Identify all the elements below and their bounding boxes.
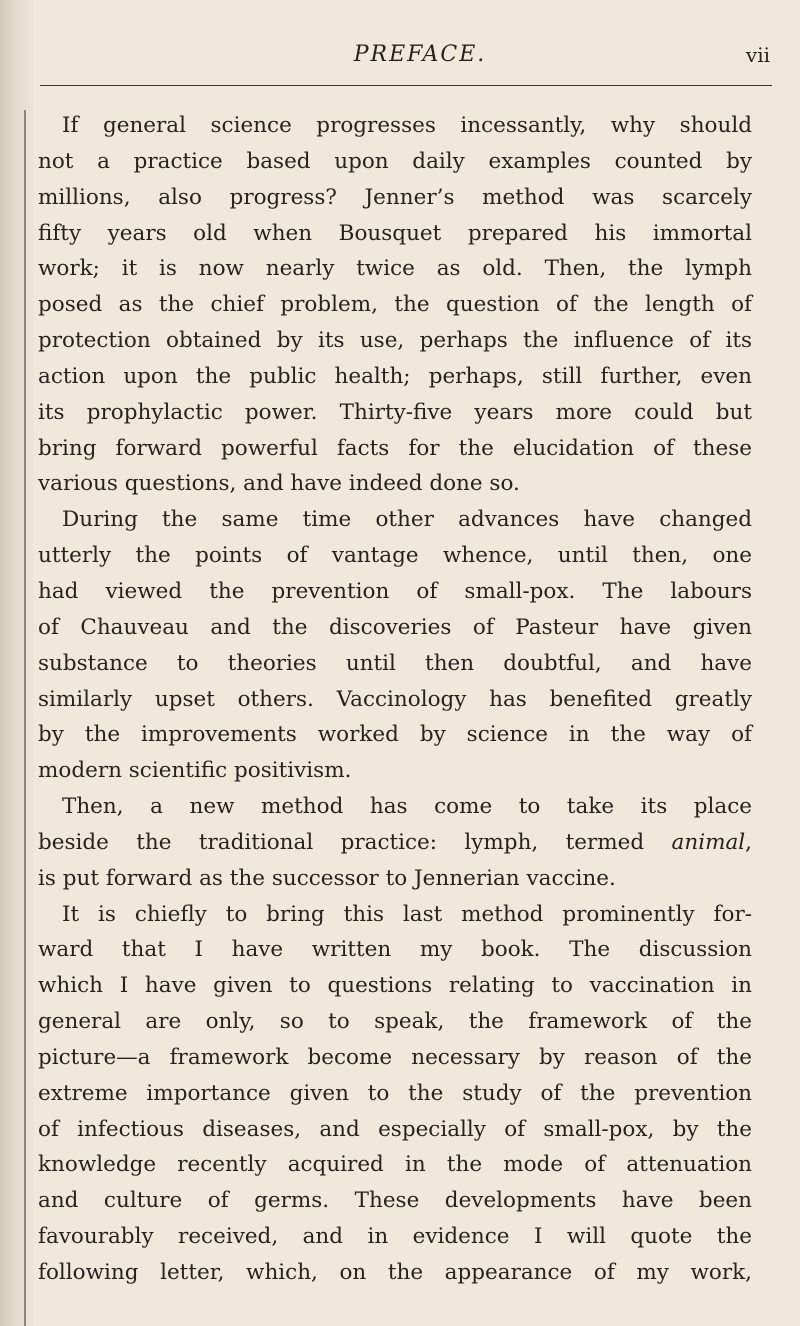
text-line: is put forward as the successor to Jennerian vaccine. <box>38 865 616 891</box>
text-segment: beside the traditional practice: lymph, termed <box>38 829 672 855</box>
header-rule <box>40 85 772 86</box>
binding-edge-line <box>24 110 26 1326</box>
text-line: various questions, and have indeed done so. <box>38 471 520 497</box>
text-line: general are only, so to speak, the framework of the <box>38 1009 752 1035</box>
text-line: bring forward powerful facts for the elucidation of these <box>38 435 752 461</box>
text-line: posed as the chief problem, the question of the length of <box>38 292 752 318</box>
text-line: favourably received, and in evidence I will quote the <box>38 1224 752 1250</box>
text-line: work; it is now nearly twice as old. Then, the lymph <box>38 256 752 282</box>
running-head <box>70 42 770 72</box>
text-line: and culture of germs. These developments have been <box>38 1188 752 1214</box>
text-line: following letter, which, on the appearance of my work, <box>38 1260 752 1285</box>
italic-term: animal <box>671 829 746 855</box>
text-line: similarly upset others. Vaccinology has benefited greatly <box>38 686 752 712</box>
text-line: substance to theories until then doubtful, and have <box>38 650 752 676</box>
text-line: its prophylactic power. Thirty-five years more could but <box>38 399 752 425</box>
text-line: millions, also progress? Jenner’s method was scarcely <box>38 184 752 210</box>
text-line: by the improvements worked by science in the way of <box>38 722 752 748</box>
text-line: ward that I have written my book. The discussion <box>38 937 752 963</box>
text-line: Then, a new method has come to take its place <box>62 794 752 820</box>
text-line: of Chauveau and the discoveries of Pasteur have given <box>38 614 752 640</box>
text-line: action upon the public health; perhaps, still further, even <box>38 363 752 389</box>
text-line: During the same time other advances have changed <box>62 507 752 533</box>
text-line: fifty years old when Bousquet prepared his immortal <box>38 220 752 246</box>
text-line <box>38 825 752 861</box>
text-line: If general science progresses incessantly, why should <box>62 113 752 138</box>
text-segment: , <box>745 829 752 855</box>
text-line: modern scientific positivism. <box>38 758 352 784</box>
text-line: had viewed the prevention of small-pox. The labours <box>38 578 752 604</box>
text-line: It is chiefly to bring this last method prominently for- <box>62 901 752 927</box>
text-line: extreme importance given to the study of the prevention <box>38 1080 752 1106</box>
body-text <box>38 108 752 1291</box>
text-line: not a practice based upon daily examples counted by <box>38 148 752 174</box>
text-line: which I have given to questions relating to vaccination in <box>38 973 752 999</box>
page-gutter-shadow <box>0 0 34 1326</box>
text-line: picture—a framework become necessary by reason of the <box>38 1044 752 1070</box>
text-line: utterly the points of vantage whence, until then, one <box>38 543 752 569</box>
text-line: protection obtained by its use, perhaps the influence of its <box>38 328 752 354</box>
page-number: vii <box>745 43 770 67</box>
text-line: of infectious diseases, and especially of small-pox, by the <box>38 1116 752 1142</box>
page-header-title: PREFACE. <box>353 42 487 67</box>
text-line: knowledge recently acquired in the mode of attenuation <box>38 1152 752 1178</box>
